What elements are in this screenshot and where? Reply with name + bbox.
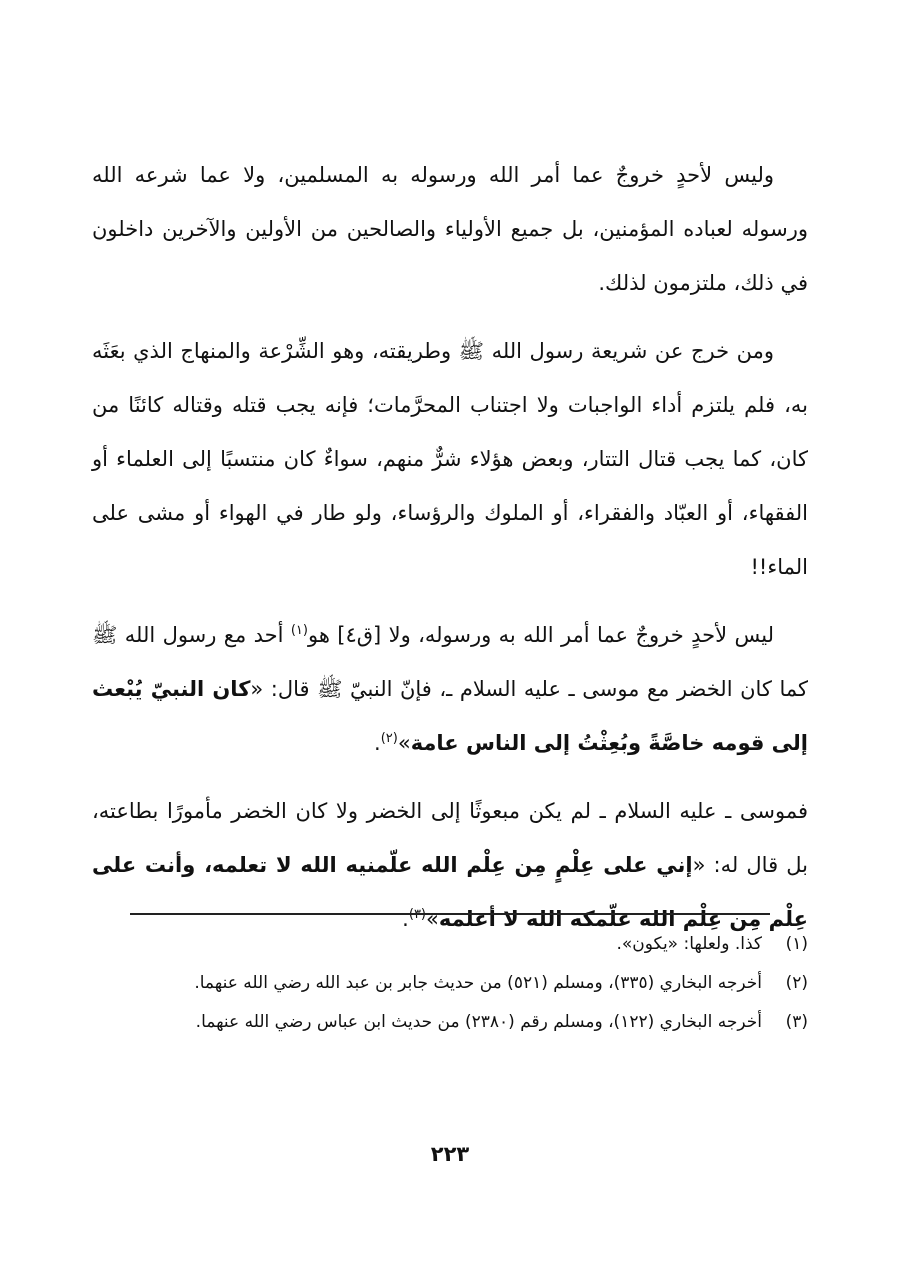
paragraph-4-text-start: فموسى ـ عليه السلام ـ لم يكن مبعوثًا إلى الخضر ولا كان الخضر مأمورًا بطاعته، بل قال له: «	[92, 799, 808, 877]
footnote-ref-1[interactable]: (١)	[290, 623, 308, 638]
main-text	[92, 148, 808, 946]
paragraph-1: وليس لأحدٍ خروجٌ عما أمر الله ورسوله به المسلمين، ولا عما شرعه الله ورسوله لعباده المؤمنين، بل جميع الأولياء والصالحين من الأولين والآخرين داخلون في ذلك، ملتزمون لذلك.	[92, 163, 808, 295]
footnote-text: أخرجه البخاري (١٢٢)، ومسلم رقم (٢٣٨٠) من حديث ابن عباس رضي الله عنهما.	[195, 1012, 762, 1032]
page-number: ٢٢٣	[430, 1142, 470, 1166]
footnote-number: (٣)	[785, 1012, 808, 1032]
paragraph-4-end: .	[402, 907, 409, 931]
footnote-divider	[130, 913, 770, 915]
hadith-quote-2: إني على عِلْمٍ مِن عِلْم الله علّمنيه الله لا تعلمه، وأنت على عِلْم مِن عِلْم الله علّمكه الله لا أعلمه	[92, 853, 808, 931]
footnote-text: كذا. ولعلها: «يكون».	[616, 934, 762, 954]
paragraph-3-end: .	[374, 731, 381, 755]
footnote-2	[92, 967, 808, 1000]
footnote-ref-2[interactable]: (٢)	[380, 731, 398, 746]
quote-close-2: »	[426, 907, 439, 931]
paragraph-3	[92, 608, 808, 770]
footnote-number: (٢)	[785, 973, 808, 993]
footnotes	[92, 928, 808, 1045]
footnote-3	[92, 1006, 808, 1039]
footnote-text: أخرجه البخاري (٣٣٥)، ومسلم (٥٢١) من حديث جابر بن عبد الله رضي الله عنهما.	[194, 973, 762, 993]
paragraph-3-text-middle: أحد مع رسول الله ﷺ كما كان الخضر مع موسى ـ عليه السلام ـ، فإنّ النبيّ ﷺ قال: «	[92, 623, 808, 701]
footnote-number: (١)	[785, 934, 808, 954]
footnote-ref-3[interactable]: (٣)	[408, 907, 426, 922]
paragraph-3-text-start: ليس لأحدٍ خروجٌ عما أمر الله به ورسوله، ولا [ق٤] هو	[307, 623, 774, 647]
paragraph-2: ومن خرج عن شريعة رسول الله ﷺ وطريقته، وهو الشِّرْعة والمنهاج الذي بعَثَه به، فلم يلتزم أداء الواجبات ولا اجتناب المحرَّمات؛ فإنه يجب قتله وقتاله كائنًا من كان، كما يجب قتال التتار، وبعض هؤلاء شرٌّ منهم، سواءٌ كان منتسبًا إلى العلماء أو الفقهاء، أو العبّاد والفقراء، أو الملوك والرؤساء، ولو طار في الهواء أو مشى على الماء!!	[92, 339, 808, 579]
footnote-1	[92, 928, 808, 961]
paragraph-4	[92, 784, 808, 946]
quote-close-1: »	[397, 731, 411, 755]
hadith-quote-1: كان النبيّ يُبْعث إلى قومه خاصَّةً وبُعِثْتُ إلى الناس عامة	[92, 677, 808, 755]
